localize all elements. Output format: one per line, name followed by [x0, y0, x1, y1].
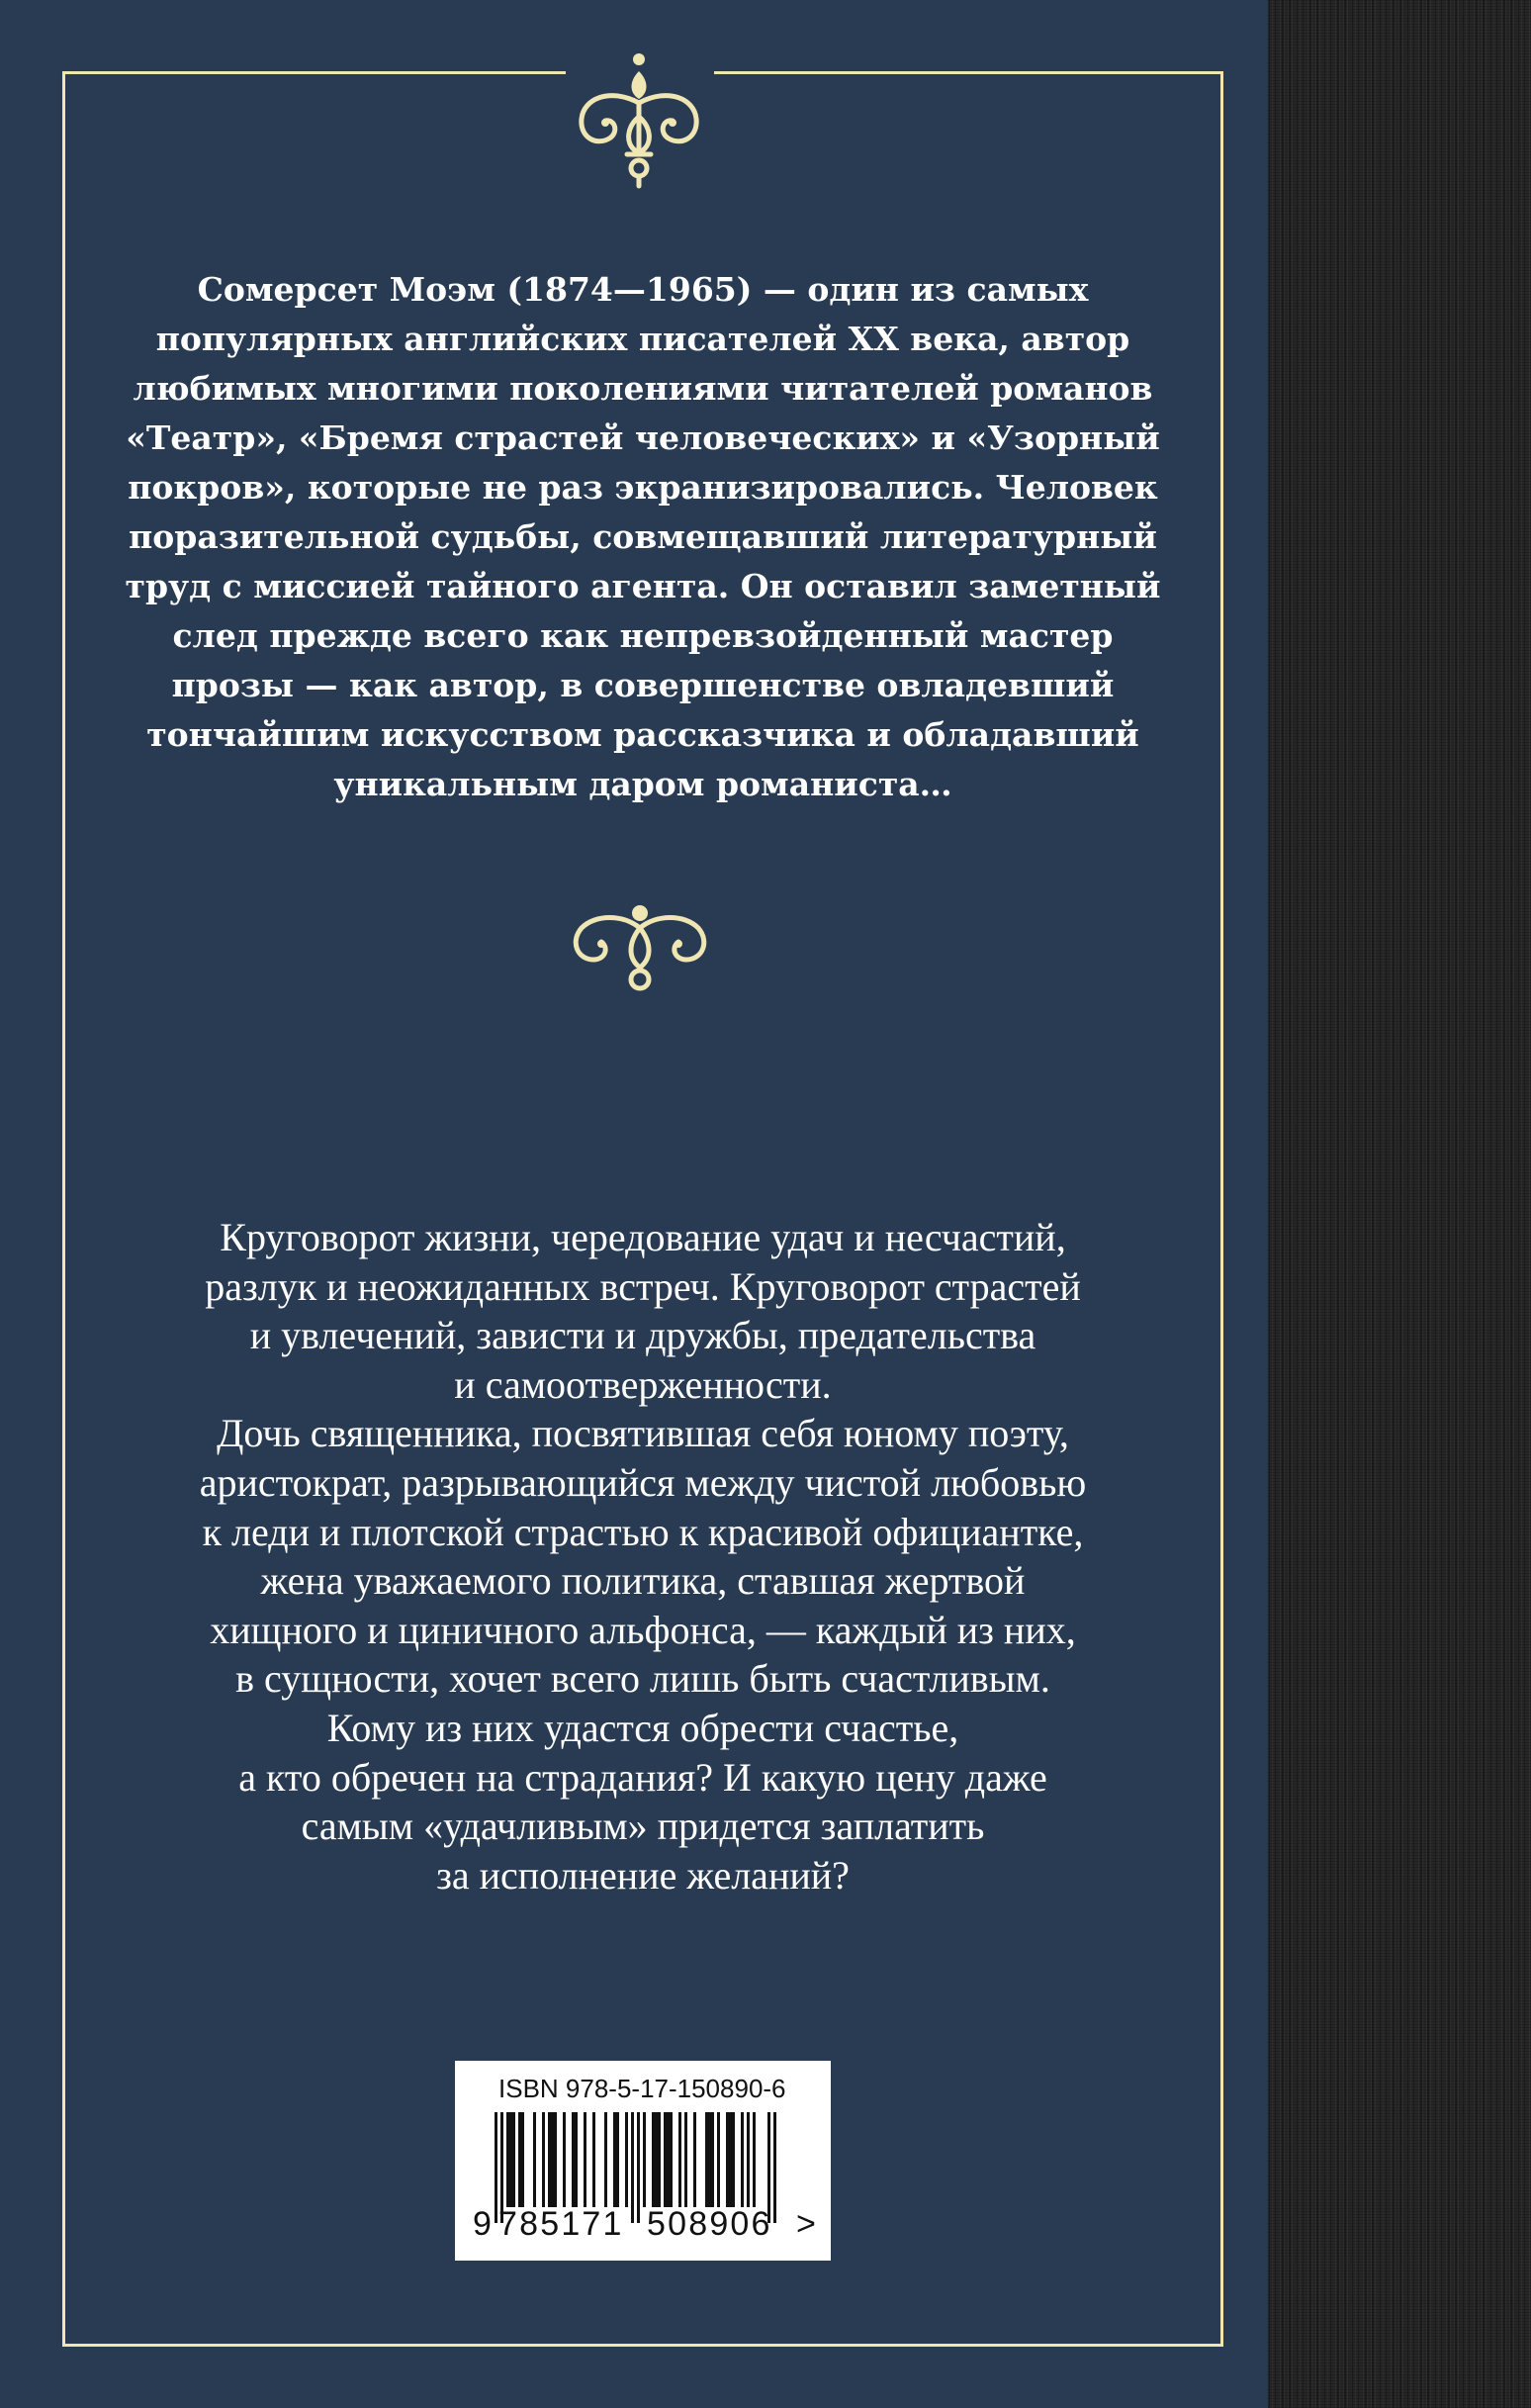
barcode-bar [717, 2112, 720, 2207]
fleur-de-lis-ornament-icon [570, 47, 708, 192]
barcode-bar [655, 2112, 658, 2207]
barcode-bar [512, 2112, 515, 2207]
book-spine [1268, 0, 1531, 2408]
barcode-bar [563, 2112, 566, 2207]
barcode-bar [572, 2112, 575, 2207]
barcode-digit-lead: 9 [473, 2205, 492, 2243]
barcode-bar [643, 2112, 646, 2207]
barcode-bar [548, 2112, 551, 2207]
barcode-bar [521, 2112, 524, 2207]
barcode-bar [652, 2112, 655, 2207]
barcode-bar [506, 2112, 509, 2207]
barcode-bar [604, 2112, 607, 2207]
barcode-bar [616, 2112, 619, 2207]
barcode-bar [584, 2112, 586, 2207]
barcode-bar [592, 2112, 595, 2207]
barcode-digits-left: 785171 [498, 2205, 624, 2243]
barcode-bar [684, 2112, 687, 2207]
barcode-bar [670, 2112, 673, 2207]
isbn-barcode [455, 2061, 831, 2261]
scroll-flourish-ornament-icon [566, 902, 714, 993]
barcode-bar [708, 2112, 711, 2207]
barcode-bar [551, 2112, 554, 2207]
about-author-text: Сомерсет Моэм (1874—1965) — один из самых популярных английских писателей XX века, автор любимых многими поколениями читателей романов «Театр», «Бремя страстей человеческих» и «Узорный покров», которые не раз экранизировались. Человек поразительной судьбы, совмещавший литературный труд с миссией тайного агента. Он оставил заметный след прежде всего как непревзойденный мастер прозы — как автор, в совершенстве овладевший тончайшим искусством рассказчика и обладавший уникальным даром романиста… [125, 270, 1161, 803]
barcode-bar [747, 2112, 750, 2207]
barcode-bar [518, 2112, 521, 2207]
barcode-digits [455, 2205, 831, 2247]
barcode-bar [693, 2112, 696, 2207]
barcode-bar [732, 2112, 735, 2207]
barcode-bar [753, 2112, 756, 2207]
barcode-bar [729, 2112, 732, 2207]
barcode-bar [542, 2112, 545, 2207]
book-annotation-text: Круговорот жизни, чередование удач и несчастий, разлук и неожиданных встреч. Круговорот страстей и увлечений, зависти и дружбы, предательства и самоотверженности. Дочь священника, посвятившая себя юному поэту, аристократ, разрывающийся между чистой любовью к леди и плотской страстью к красивой официантке, жена уважаемого политика, ставшая жертвой хищного и циничного альфонса, — каждый из них, в сущности, хочет всего лишь быть счастливым. Кому из них удастся обрести счастье, а кто обречен на страдания? И какую цену даже самым «удачливым» придется заплатить за исполнение желаний? [199, 1215, 1087, 1898]
barcode-bar [741, 2112, 744, 2207]
barcode-bar [678, 2112, 681, 2207]
barcode-bar [726, 2112, 729, 2207]
barcode-bar [625, 2112, 628, 2207]
barcode-bar [667, 2112, 670, 2207]
barcode-bar [613, 2112, 616, 2207]
barcode-bar [705, 2112, 708, 2207]
barcode-bar [509, 2112, 512, 2207]
barcode-bar [575, 2112, 578, 2207]
barcode-bar [664, 2112, 667, 2207]
barcode-bar [554, 2112, 557, 2207]
barcode-quiet-zone-marker: > [796, 2205, 816, 2243]
barcode-bar [658, 2112, 661, 2207]
barcode-bar [533, 2112, 536, 2207]
isbn-label: ISBN 978-5-17-150890-6 [498, 2074, 786, 2103]
barcode-bar [711, 2112, 714, 2207]
barcode-digits-right: 508906 [647, 2205, 772, 2243]
